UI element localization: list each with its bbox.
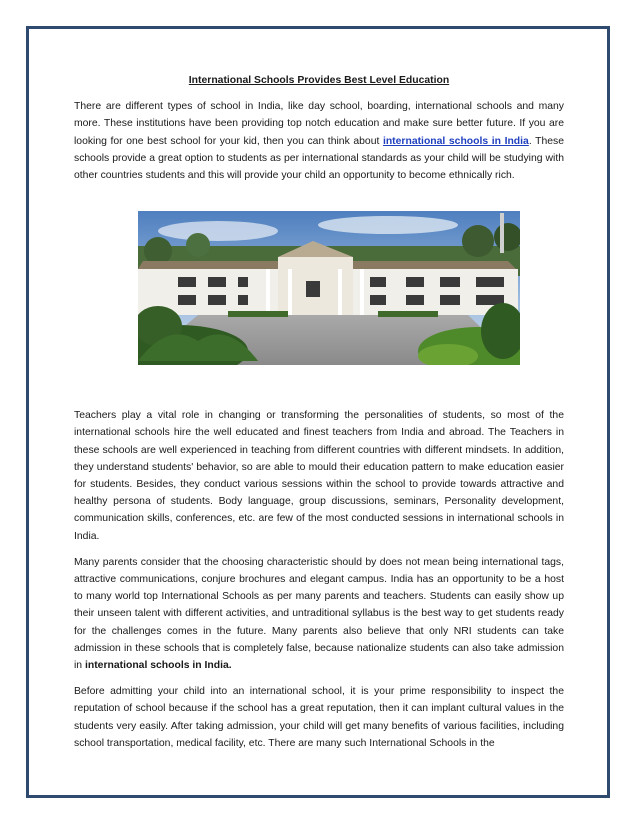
paragraph-intro-text-b: . These schools provide a great option to students as per international standards as your child will be studying with other countries students and this will provide your child an opportunity to become ethnically rich.: [74, 135, 564, 182]
paragraph-intro: [74, 98, 564, 184]
paragraph-parents-text: Many parents consider that the choosing characteristic should by does not mean being international tags, attractive communications, conjure brochures and elegant campus. India has an opportunity to be a host to many world top International Schools as per many parents and teachers. Students can easily show up their unseen talent with different activities, and untraditional syllabus is the best way to get students ready for the challenges comes in the future. Many parents also believe that only NRI students can take admission in these schools that is completely false, because nationalize students can also take admission in: [74, 556, 564, 672]
paragraph-parents: [74, 554, 564, 674]
paragraph-admission: Before admitting your child into an international school, it is your prime responsibility to inspect the reputation of school because if the school has a great reputation, then it can implant cultural values in the students very easily. After taking admission, your child will get many benefits of various facilities, including school transportation, medical facility, etc. There are many such International Schools in the: [74, 686, 564, 749]
paragraph-parents-bold: international schools in India.: [84, 660, 232, 672]
international-schools-link[interactable]: international schools in India: [382, 135, 529, 147]
school-building-photo: [138, 211, 520, 365]
paragraph-teachers: Teachers play a vital role in changing or transforming the personalities of students, so most of the international schools hire the well educated and finest teachers from India and abroad. The Teachers in these schools are well experienced in teaching from different countries with different mindsets. In addition, they understand students' behavior, so are able to mould their education pattern to make education easier for students. Besides, they conduct various sessions within the school to provide towards attractive and healthy persona of students. Body language, group discussions, seminars, Personality development, communication skills, conferences, etc. are few of the most conducted sessions in international schools in India.: [74, 410, 564, 542]
paragraph-intro-text-a: There are different types of school in India, like day school, boarding, international schools and many more. These institutions have been providing top notch education and make sure better future. If you are looking for one best school for your kid, then you can think about: [74, 101, 564, 147]
document-title: International Schools Provides Best Level Education: [188, 75, 450, 86]
document-body: [74, 72, 564, 752]
